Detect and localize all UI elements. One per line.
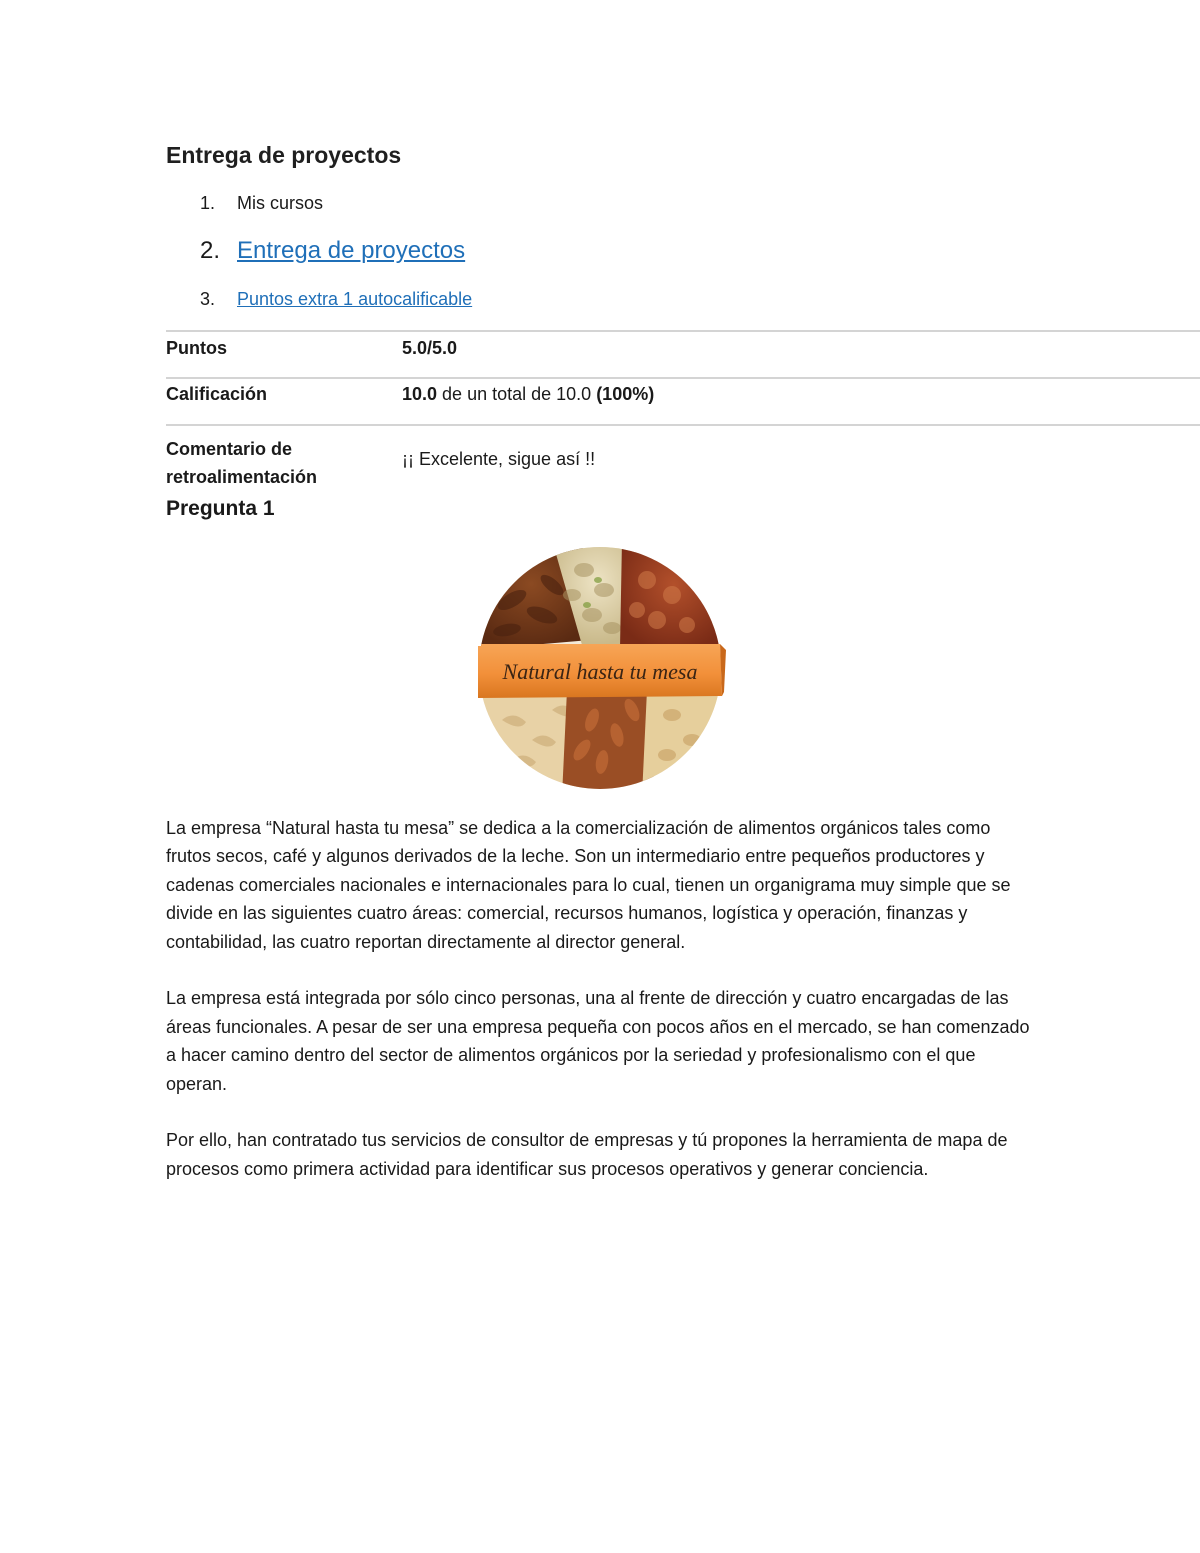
breadcrumb-label: Mis cursos: [237, 193, 324, 213]
feedback-label-line-1: Comentario de: [166, 439, 293, 459]
page-title: Entrega de proyectos: [166, 142, 402, 168]
grade-score: 10.0: [402, 384, 438, 404]
logo-banner-text: Natural hasta tu mesa: [502, 659, 698, 684]
breadcrumb-item-entrega: [200, 237, 465, 265]
breadcrumb-link-entrega-de-proyectos[interactable]: Entrega de proyectos: [237, 237, 466, 264]
question-title: Pregunta 1: [166, 497, 275, 520]
grade-percent: (100%): [596, 384, 655, 404]
breadcrumb-link-puntos-extra[interactable]: Puntos extra 1 autocalificable: [237, 289, 473, 309]
summary-row-points: [166, 330, 1200, 377]
grade-value: [402, 379, 1200, 424]
breadcrumb-number: 2.: [200, 237, 221, 264]
question-paragraph-2: La empresa está integrada por sólo cinco personas, una al frente de dirección y cuatro encargadas de las áreas funcionales. A pesar de ser una empresa pequeña con pocos años en el mercado, se han comenzado a hacer camino dentro del sector de alimentos orgánicos por la seriedad y profesionalismo con el que operan.: [166, 988, 1030, 1094]
feedback-value: ¡¡ Excelente, sigue así !!: [402, 449, 596, 469]
nuts-logo-icon: [472, 540, 728, 796]
breadcrumb-number: 3.: [200, 289, 216, 309]
question-paragraph-3: Por ello, han contratado tus servicios de consultor de empresas y tú propones la herramienta de mapa de procesos como primera actividad para identificar sus procesos operativos y generar conciencia.: [166, 1130, 1008, 1179]
summary-row-feedback: [166, 424, 1200, 512]
grade-total-text: de un total de 10.0: [437, 384, 597, 404]
breadcrumb-item-mis-cursos: [200, 193, 323, 214]
breadcrumb-number: 1.: [200, 193, 216, 213]
grade-label: Calificación: [166, 384, 268, 404]
points-label: Puntos: [166, 338, 227, 358]
points-value: 5.0/5.0: [402, 338, 458, 358]
breadcrumb-item-puntos-extra: [200, 289, 472, 310]
question-paragraph-1: La empresa “Natural hasta tu mesa” se dedica a la comercialización de alimentos orgánicos tales como frutos secos, café y algunos derivados de la leche. Son un intermediario entre pequeños productores y cadenas comerciales nacionales e internacionales para lo cual, tienen un organigrama muy simple que se divide en las siguientes cuatro áreas: comercial, recursos humanos, logística y operación, finanzas y contabilidad, las cuatro reportan directamente al director general.: [166, 818, 1011, 952]
feedback-label-line-2: retroalimentación: [166, 467, 318, 487]
question-body: [166, 814, 1036, 1212]
company-logo-image: [472, 540, 728, 796]
grade-summary-table: [166, 330, 1200, 512]
summary-row-grade: [166, 377, 1200, 424]
